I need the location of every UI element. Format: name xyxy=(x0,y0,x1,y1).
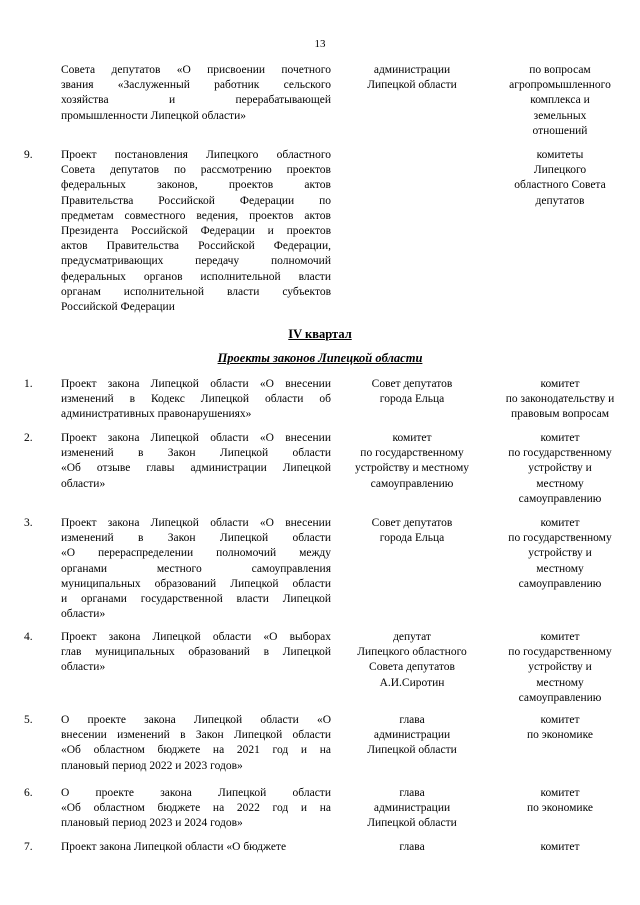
row-description-line: Президента Российской Федерации и проектов xyxy=(61,225,331,238)
row-description-line: изменений в Закон Липецкой области xyxy=(61,532,331,545)
row-initiator-line: города Ельца xyxy=(379,393,445,406)
row-committee-line: агропромышленного xyxy=(509,79,611,92)
row-description-line: О проекте закона Липецкой области «О xyxy=(61,714,331,726)
row-committee-line: по государственному xyxy=(508,646,612,659)
row-committee xyxy=(488,786,632,816)
row-committee-line: комитеты xyxy=(536,149,584,161)
row-committee-line: по вопросам xyxy=(529,64,591,76)
page-number: 13 xyxy=(314,38,326,50)
row-description-line: Совета депутатов «О присвоении почетного xyxy=(61,64,331,76)
row-initiator xyxy=(338,377,486,407)
row-committee xyxy=(488,630,632,706)
row-committee-line: земельных xyxy=(533,109,587,122)
row-committee-line: Липецкого xyxy=(533,164,587,177)
row-committee-line: по государственному xyxy=(508,532,612,545)
row-desc xyxy=(61,630,331,676)
row-committee-line: комитет xyxy=(540,714,580,726)
row-description-line: Совета депутатов по рассмотрению проектов xyxy=(61,164,331,177)
row-committee-line: местному xyxy=(536,477,584,490)
row-number: 2. xyxy=(24,432,33,444)
section-heading: Проекты законов Липецкой области xyxy=(217,351,423,365)
row-number: 5. xyxy=(24,714,33,726)
row-desc xyxy=(61,516,331,622)
row-initiator-line: глава xyxy=(399,787,425,799)
row-committee-line: комитет xyxy=(540,841,580,853)
row-committee-line: комплекса и xyxy=(530,94,590,107)
row-description-line: административных правонарушениях» xyxy=(61,408,252,421)
row-committee-line: самоуправлению xyxy=(518,577,602,590)
row-desc xyxy=(61,786,331,832)
row-committee-line: по экономике xyxy=(527,729,593,742)
row-description-line: Правительства Российской Федерации по xyxy=(61,194,331,207)
row-committee xyxy=(488,377,632,423)
row-committee xyxy=(488,840,632,855)
row-description-line: актов Правительства Российской Федерации, xyxy=(61,240,331,253)
row-committee-line: самоуправлению xyxy=(518,691,602,704)
row-initiator-line: депутат xyxy=(393,631,431,643)
row-initiator-line: Совет депутатов xyxy=(371,378,453,390)
row-desc xyxy=(61,148,331,315)
row-committee-line: по экономике xyxy=(527,802,593,815)
row-committee-line: по государственному xyxy=(508,447,612,460)
row-description-line: Проект закона Липецкой области «О внесении xyxy=(61,432,331,444)
row-number: 6. xyxy=(24,787,33,799)
row-description-line: Российской Федерации xyxy=(61,301,175,314)
row-committee-line: устройству и xyxy=(528,661,592,674)
row-initiator-line: Совет депутатов xyxy=(371,517,453,529)
row-initiator-line: администрации xyxy=(373,729,451,742)
row-description-line: «Об областном бюджете на 2021 год и на xyxy=(61,744,331,757)
quarter-heading: IV квартал xyxy=(288,327,352,341)
row-committee xyxy=(488,431,632,507)
row-description-line: Проект закона Липецкой области «О выборах xyxy=(61,631,331,643)
row-description-line: «О перераспределении полномочий между xyxy=(61,547,331,560)
row-committee xyxy=(488,713,632,743)
row-description-line: плановый период 2023 и 2024 годов» xyxy=(61,817,243,830)
row-committee-line: самоуправлению xyxy=(518,492,602,505)
row-initiator-line: самоуправлению xyxy=(370,477,454,490)
row-committee-line: отношений xyxy=(532,124,588,137)
row-description-line: области» xyxy=(61,661,106,674)
row-description-line: звания «Заслуженный работник сельского xyxy=(61,79,331,92)
row-committee-line: местному xyxy=(536,562,584,575)
row-committee-line: комитет xyxy=(540,787,580,799)
row-committee-line: комитет xyxy=(540,378,580,390)
row-committee-line: устройству и xyxy=(528,547,592,560)
row-committee xyxy=(488,516,632,592)
row-number: 9. xyxy=(24,149,33,161)
row-initiator-line: администрации xyxy=(373,802,451,815)
row-description-line: внесении изменений в Закон Липецкой области xyxy=(61,729,331,742)
row-initiator xyxy=(338,516,486,546)
row-initiator-line: глава xyxy=(399,714,425,726)
row-description-line: плановый период 2022 и 2023 годов» xyxy=(61,759,243,772)
row-description-line: «Об отзыве главы администрации Липецкой xyxy=(61,462,331,475)
row-description-line: изменений в Закон Липецкой области xyxy=(61,447,331,460)
row-desc xyxy=(61,840,331,855)
row-committee-line: областного Совета xyxy=(514,179,606,192)
row-initiator-line: Липецкой области xyxy=(367,817,457,830)
row-initiator-line: Липецкой области xyxy=(367,744,457,757)
row-initiator-line: А.И.Сиротин xyxy=(379,676,445,689)
row-description-line: области» xyxy=(61,608,106,621)
row-initiator xyxy=(338,713,486,759)
row-initiator xyxy=(338,431,486,492)
row-number: 3. xyxy=(24,517,33,529)
row-number: 1. xyxy=(24,378,33,390)
row-description-line: предусматривающих передачу полномочий xyxy=(61,255,331,268)
row-committee-line: комитет xyxy=(540,432,580,444)
row-number: 7. xyxy=(24,841,33,853)
row-description-line: области» xyxy=(61,477,106,490)
row-committee-line: депутатов xyxy=(535,194,585,207)
row-initiator xyxy=(338,630,486,691)
row-description-line: и органами государственной власти Липецкой xyxy=(61,593,331,606)
row-initiator-line: Липецкой области xyxy=(367,79,457,92)
row-committee-line: комитет xyxy=(540,631,580,643)
row-initiator xyxy=(338,840,486,855)
row-desc xyxy=(61,63,331,124)
row-committee-line: комитет xyxy=(540,517,580,529)
row-description-line: органам исполнительной власти субъектов xyxy=(61,285,331,298)
row-description-line: Проект постановления Липецкого областного xyxy=(61,149,331,161)
row-description-line: хозяйства и перерабатывающей xyxy=(61,94,331,107)
row-committee-line: местному xyxy=(536,676,584,689)
row-initiator-line: администрации xyxy=(373,64,451,76)
row-description-line: органами местного самоуправления xyxy=(61,562,331,575)
row-committee-line: устройству и xyxy=(528,462,592,475)
row-desc xyxy=(61,713,331,774)
row-initiator-line: по государственному xyxy=(360,447,464,460)
row-committee xyxy=(488,63,632,139)
row-initiator xyxy=(338,786,486,832)
row-description-line: Проект закона Липецкой области «О бюджете xyxy=(61,841,287,853)
row-description-line: О проекте закона Липецкой области xyxy=(61,787,331,799)
row-description-line: федеральных органов исполнительной власти xyxy=(61,270,331,283)
row-description-line: «Об областном бюджете на 2022 год и на xyxy=(61,802,331,815)
row-description-line: предметам совместного ведения, проектов актов xyxy=(61,209,331,222)
row-description-line: глав муниципальных образований в Липецкой xyxy=(61,646,331,659)
row-desc xyxy=(61,431,331,492)
row-description-line: промышленности Липецкой области» xyxy=(61,109,246,122)
row-number: 4. xyxy=(24,631,33,643)
row-initiator-line: города Ельца xyxy=(379,532,445,545)
row-description-line: муниципальных образований Липецкой области xyxy=(61,577,331,590)
row-description-line: федеральных законов, проектов актов xyxy=(61,179,331,192)
row-committee xyxy=(488,148,632,209)
row-desc xyxy=(61,377,331,423)
row-committee-line: по законодательству и xyxy=(505,393,615,406)
row-initiator-line: Липецкого областного xyxy=(357,646,467,659)
row-initiator-line: устройству и местному xyxy=(354,462,469,475)
row-initiator-line: Совета депутатов xyxy=(369,661,455,674)
row-description-line: изменений в Кодекс Липецкой области об xyxy=(61,393,331,406)
row-initiator xyxy=(338,63,486,93)
row-description-line: Проект закона Липецкой области «О внесении xyxy=(61,517,331,529)
row-committee-line: правовым вопросам xyxy=(510,408,610,421)
row-description-line: Проект закона Липецкой области «О внесении xyxy=(61,378,331,390)
row-initiator-line: комитет xyxy=(392,432,432,444)
row-initiator-line: глава xyxy=(399,841,425,853)
